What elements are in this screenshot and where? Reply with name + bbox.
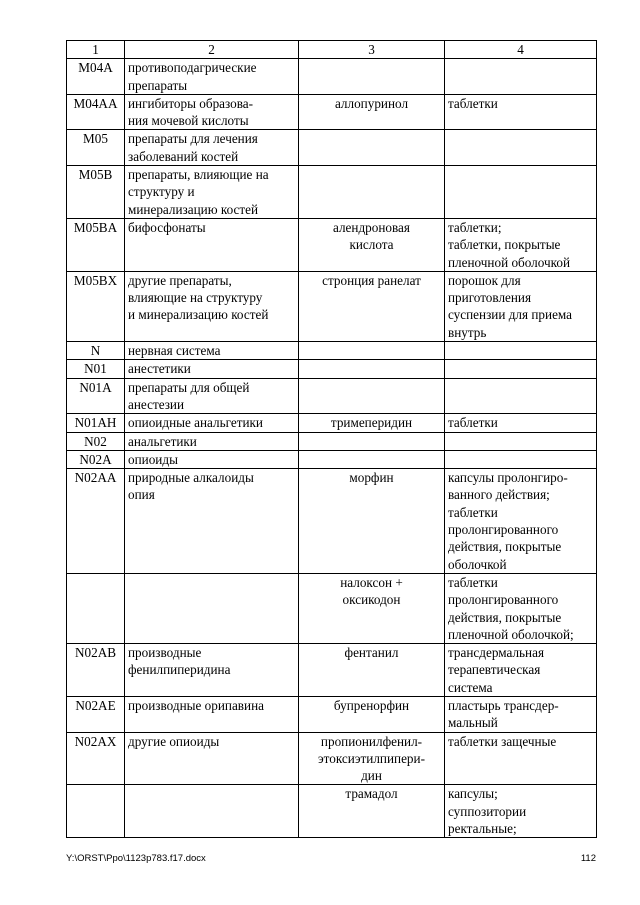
drug-name-line: алендроновая (333, 219, 410, 235)
table-row (67, 218, 597, 271)
dosage-form-cell (445, 218, 597, 271)
dosage-form-line: пластырь трансдер- (448, 697, 559, 713)
group-name-cell (125, 573, 299, 643)
dosage-form-cell (445, 696, 597, 732)
drug-name-cell (299, 94, 445, 130)
atc-code-cell: N01AH (67, 414, 125, 432)
dosage-form-line: пролонгированного (448, 522, 559, 538)
dosage-form-line: мальный (448, 715, 498, 731)
dosage-form-cell (445, 342, 597, 360)
dosage-form-line: пролонгированного (448, 592, 559, 608)
group-name-line: фенилпиперидина (128, 662, 231, 678)
drug-name-cell (299, 271, 445, 341)
dosage-form-line: порошок для (448, 272, 521, 288)
dosage-form-cell (445, 573, 597, 643)
table-row (67, 432, 597, 450)
dosage-form-line: пленочной оболочкой; (448, 626, 574, 642)
drug-name-cell (299, 450, 445, 468)
table-row (67, 342, 597, 360)
table-row (67, 469, 597, 574)
dosage-form-line: суспензии для приема (448, 307, 573, 323)
dosage-form-line: действия, покрытые (448, 609, 562, 625)
dosage-form-cell (445, 450, 597, 468)
table-row (67, 644, 597, 697)
atc-code-cell: M05 (67, 130, 125, 166)
dosage-form-cell (445, 360, 597, 378)
dosage-form-cell (445, 432, 597, 450)
group-name-line: опиоидные анальгетики (128, 415, 263, 431)
dosage-form-cell (445, 414, 597, 432)
group-name-line: опия (128, 487, 155, 503)
group-name-line: минерализацию костей (128, 201, 259, 217)
atc-code-cell: N02A (67, 450, 125, 468)
group-name-cell (125, 644, 299, 697)
dosage-form-line: терапевтическая (448, 662, 541, 678)
dosage-form-line: пленочной оболочкой (448, 254, 571, 270)
group-name-cell (125, 785, 299, 838)
dosage-form-line: таблетки; (448, 219, 502, 235)
group-name-cell (125, 360, 299, 378)
dosage-form-line: приготовления (448, 290, 532, 306)
group-name-line: препараты для лечения (128, 131, 258, 147)
drug-name-line: стронция ранелат (322, 272, 421, 288)
group-name-line: производные орипавина (128, 697, 264, 713)
table-row (67, 450, 597, 468)
footer-page-number: 112 (580, 853, 596, 864)
atc-code-cell (67, 573, 125, 643)
group-name-line: препараты для общей (128, 379, 250, 395)
drug-name-cell (299, 732, 445, 785)
group-name-line: анестезии (128, 396, 185, 412)
group-name-line: природные алкалоиды (128, 470, 254, 486)
group-name-line: структуру и (128, 184, 195, 200)
atc-code-cell: M04AA (67, 94, 125, 130)
dosage-form-line: ванного действия; (448, 487, 550, 503)
dosage-form-cell (445, 59, 597, 95)
group-name-line: ния мочевой кислоты (128, 113, 249, 129)
group-name-line: анальгетики (128, 433, 197, 449)
dosage-form-cell (445, 130, 597, 166)
group-name-cell (125, 342, 299, 360)
table-row (67, 271, 597, 341)
drug-name-cell (299, 378, 445, 414)
dosage-form-line: таблетки защечные (448, 733, 557, 749)
atc-code-cell: N02 (67, 432, 125, 450)
group-name-cell (125, 130, 299, 166)
drug-name-line: трамадол (345, 786, 398, 802)
group-name-cell (125, 218, 299, 271)
table-row (67, 378, 597, 414)
drug-name-cell (299, 218, 445, 271)
drug-name-line: дин (361, 768, 382, 784)
atc-code-cell: M05BA (67, 218, 125, 271)
table-row (67, 696, 597, 732)
drug-name-line: аллопуринол (334, 95, 409, 111)
dosage-form-line: суппозитории (448, 803, 527, 819)
dosage-form-cell (445, 469, 597, 574)
drug-name-line: тримеперидин (330, 415, 413, 431)
dosage-form-cell (445, 785, 597, 838)
group-name-line: нервная система (128, 343, 221, 359)
drug-name-cell (299, 360, 445, 378)
dosage-form-line: таблетки, покрытые (448, 237, 561, 253)
atc-code-cell: N02AB (67, 644, 125, 697)
group-name-line: влияющие на структуру (128, 290, 263, 306)
table-row (67, 166, 597, 219)
group-name-line: и минерализацию костей (128, 307, 269, 323)
column-header-3: 3 (299, 41, 445, 59)
group-name-cell (125, 696, 299, 732)
group-name-line: другие препараты, (128, 272, 232, 288)
drug-name-cell (299, 166, 445, 219)
dosage-form-line: таблетки (448, 504, 498, 520)
footer-file-path: Y:\ORST\Ppo\1123p783.f17.docx (66, 853, 206, 864)
dosage-form-line: ректальные; (448, 821, 517, 837)
table-body (67, 59, 597, 838)
drug-name-cell (299, 785, 445, 838)
group-name-line: анестетики (128, 361, 191, 377)
dosage-form-line: капсулы; (448, 786, 498, 802)
drug-name-line: бупренорфин (333, 697, 410, 713)
table-row (67, 414, 597, 432)
dosage-form-line: таблетки (448, 574, 498, 590)
group-name-cell (125, 432, 299, 450)
dosage-form-line: система (448, 679, 493, 695)
atc-code-cell: N02AA (67, 469, 125, 574)
drug-name-line: морфин (349, 470, 394, 486)
drug-name-cell (299, 644, 445, 697)
group-name-cell (125, 414, 299, 432)
group-name-cell (125, 166, 299, 219)
drug-name-line: налоксон + (340, 574, 403, 590)
group-name-line: опиоиды (128, 451, 178, 467)
atc-code-cell: M04A (67, 59, 125, 95)
atc-code-cell (67, 785, 125, 838)
drug-name-line: пропионилфенил- (320, 733, 423, 749)
table-row (67, 573, 597, 643)
dosage-form-cell (445, 166, 597, 219)
group-name-line: производные (128, 645, 202, 661)
group-name-line: другие опиоиды (128, 733, 220, 749)
dosage-form-cell (445, 94, 597, 130)
dosage-form-line: внутрь (448, 324, 487, 340)
drug-name-line: кислота (349, 237, 394, 253)
atc-code-cell: N02AE (67, 696, 125, 732)
drug-name-line: оксикодон (342, 592, 401, 608)
drug-name-line: этоксиэтилпипери- (318, 750, 425, 766)
group-name-line: ингибиторы образова- (128, 95, 254, 111)
dosage-form-line: таблетки (448, 415, 498, 431)
drug-name-cell (299, 59, 445, 95)
table-row (67, 732, 597, 785)
group-name-line: бифосфонаты (128, 219, 206, 235)
table-row (67, 59, 597, 95)
drug-name-cell (299, 414, 445, 432)
group-name-cell (125, 469, 299, 574)
group-name-line: препараты, влияющие на (128, 167, 269, 183)
column-header-4: 4 (445, 41, 597, 59)
group-name-line: заболеваний костей (128, 148, 239, 164)
atc-code-cell: M05BX (67, 271, 125, 341)
dosage-form-line: действия, покрытые (448, 539, 562, 555)
dosage-form-cell (445, 644, 597, 697)
drug-name-cell (299, 469, 445, 574)
atc-code-cell: N01A (67, 378, 125, 414)
column-header-1: 1 (67, 41, 125, 59)
table-header-row (67, 41, 597, 59)
dosage-form-line: трансдермальная (448, 645, 545, 661)
atc-code-cell: M05B (67, 166, 125, 219)
drug-name-cell (299, 432, 445, 450)
drug-classification-table (66, 40, 597, 838)
group-name-cell (125, 271, 299, 341)
drug-name-cell (299, 342, 445, 360)
dosage-form-cell (445, 271, 597, 341)
drug-name-cell (299, 130, 445, 166)
table-row (67, 785, 597, 838)
column-header-2: 2 (125, 41, 299, 59)
group-name-cell (125, 59, 299, 95)
group-name-line: препараты (128, 77, 188, 93)
table-row (67, 130, 597, 166)
group-name-cell (125, 732, 299, 785)
drug-name-cell (299, 696, 445, 732)
group-name-line: противоподагрические (128, 60, 257, 76)
atc-code-cell: N02AX (67, 732, 125, 785)
table-row (67, 360, 597, 378)
dosage-form-cell (445, 732, 597, 785)
dosage-form-line: оболочкой (448, 556, 507, 572)
drug-name-cell (299, 573, 445, 643)
atc-code-cell: N01 (67, 360, 125, 378)
dosage-form-cell (445, 378, 597, 414)
table-row (67, 94, 597, 130)
drug-name-line: фентанил (344, 645, 399, 661)
dosage-form-line: капсулы пролонгиро- (448, 470, 568, 486)
dosage-form-line: таблетки (448, 95, 498, 111)
group-name-cell (125, 94, 299, 130)
atc-code-cell: N (67, 342, 125, 360)
group-name-cell (125, 450, 299, 468)
group-name-cell (125, 378, 299, 414)
